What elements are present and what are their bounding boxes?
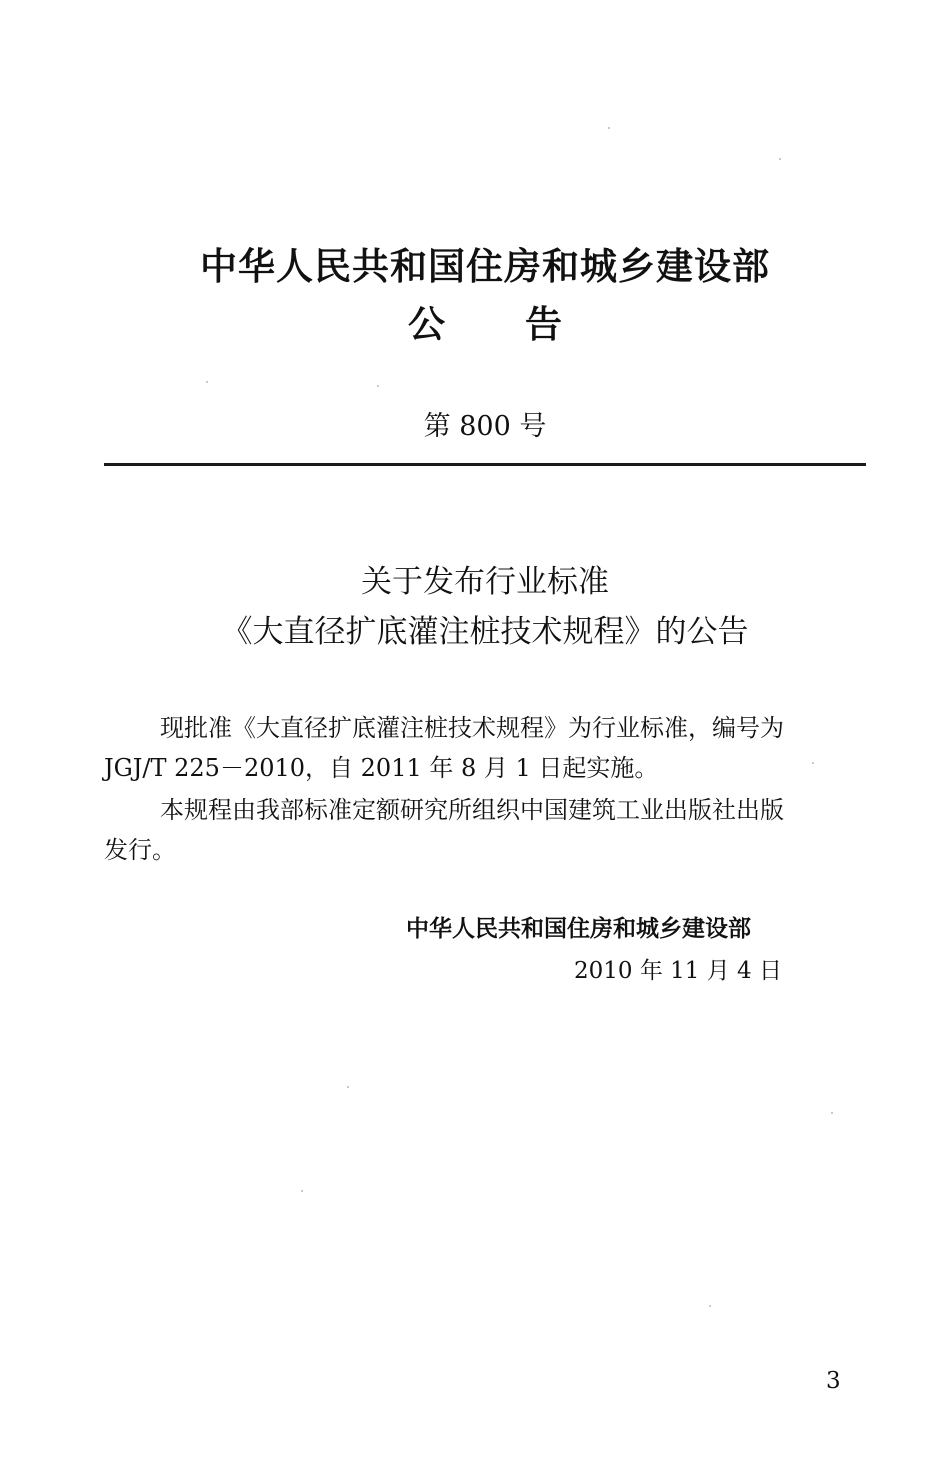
scan-speck <box>377 385 379 387</box>
header-divider <box>104 463 866 466</box>
scan-speck <box>301 1190 303 1192</box>
announcement-number: 第 800 号 <box>423 411 547 442</box>
body-paragraph-2-line-1: 本规程由我部标准定额研究所组织中国建筑工业出版社出版 <box>160 796 784 824</box>
issuer-title: 中华人民共和国住房和城乡建设部 <box>200 245 770 288</box>
scan-speck <box>812 762 814 764</box>
scan-speck <box>709 1305 711 1307</box>
scan-speck <box>779 158 781 160</box>
body-paragraph-2-line-2: 发行。 <box>104 836 176 864</box>
scan-speck <box>831 1112 833 1114</box>
signature-organization: 中华人民共和国住房和城乡建设部 <box>406 916 751 942</box>
page-number: 3 <box>826 1368 841 1394</box>
scan-speck <box>206 381 208 383</box>
scan-speck <box>608 127 610 129</box>
body-paragraph-1-line-1: 现批准《大直径扩底灌注桩技术规程》为行业标准，编号为 <box>160 714 784 742</box>
body-paragraph-1-line-2: JGJ/T 225－2010，自 2011 年 8 月 1 日起实施。 <box>104 754 659 782</box>
signature-date: 2010 年 11 月 4 日 <box>574 958 782 984</box>
subject-line-1: 关于发布行业标准 <box>361 564 609 600</box>
subject-line-2: 《大直径扩底灌注桩技术规程》的公告 <box>221 614 749 650</box>
notice-title: 公告 <box>408 303 642 346</box>
scan-speck <box>347 1086 349 1088</box>
